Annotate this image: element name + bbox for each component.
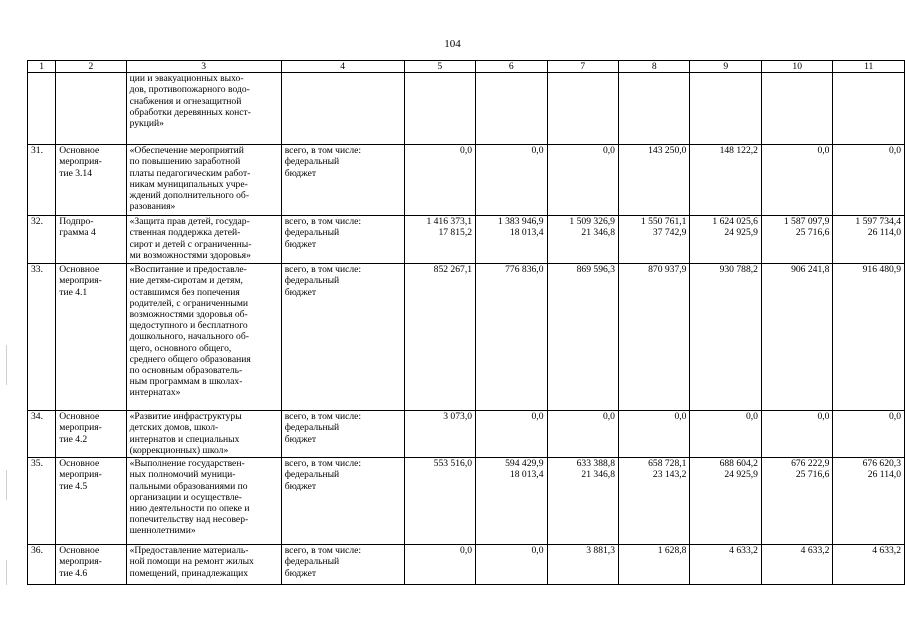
item-description (126, 216, 281, 264)
cell-line: ным программам в школах- (129, 376, 243, 388)
cell-line (693, 556, 757, 567)
year-value (404, 264, 475, 411)
year-value (833, 458, 905, 545)
item-description (126, 545, 281, 585)
cell-line: федеральный (284, 422, 340, 434)
row-number: 32. (28, 216, 56, 264)
year-value (404, 411, 475, 458)
cell-line: «Предоставление материаль- (129, 545, 249, 557)
cell-line: 0,0 (460, 545, 473, 557)
year-value (547, 458, 618, 545)
cell-line: Подпро- (59, 216, 94, 228)
cell-line: ждений дополнительного об- (129, 190, 250, 202)
cell-line: Основное (59, 411, 100, 423)
cell-line: 4 633,2 (800, 545, 830, 557)
year-value (618, 73, 689, 145)
year-value (476, 458, 547, 545)
year-value (690, 145, 761, 216)
year-value (476, 411, 547, 458)
year-value (690, 216, 761, 264)
cell-line: 852 267,1 (433, 264, 473, 276)
cell-line: 3 073,0 (443, 411, 473, 423)
cell-line: платы педагогическим работ- (129, 167, 251, 179)
item-description (126, 73, 281, 145)
cell-line (836, 156, 901, 167)
item-type (56, 73, 126, 145)
cell-line: 0,0 (889, 411, 901, 423)
cell-line: 870 937,9 (648, 264, 687, 276)
cell-line: мероприя- (59, 275, 102, 287)
year-value (547, 411, 618, 458)
cell-line: ние детям-сиротам и детям, (129, 275, 243, 287)
cell-line: щего, основного общего, (129, 342, 232, 354)
cell-line (836, 275, 901, 286)
row-number: 31. (28, 145, 56, 216)
row-number (28, 73, 56, 145)
cell-line (408, 156, 472, 167)
cell-line: 1 509 326,9 (569, 216, 615, 228)
cell-line (765, 422, 829, 433)
year-value (404, 458, 475, 545)
column-number: 6 (476, 61, 547, 73)
cell-line (693, 275, 757, 286)
cell-line: 0,0 (531, 411, 544, 423)
cell-line: 26 114,0 (867, 469, 901, 481)
year-value (833, 73, 905, 145)
cell-line: возможностями здоровья об- (129, 309, 248, 321)
year-value (404, 73, 475, 145)
cell-line (479, 156, 543, 167)
item-description (126, 264, 281, 411)
year-value (547, 73, 618, 145)
cell-line: интернатах» (129, 387, 181, 399)
cell-line: «Воспитание и предоставле- (129, 264, 247, 276)
cell-line: 676 222,9 (791, 458, 830, 470)
item-type (56, 411, 126, 458)
year-value (476, 264, 547, 411)
scan-artifact (6, 470, 7, 500)
cell-line: «Развитие инфраструктуры (129, 411, 242, 423)
cell-line: шеннолетними» (129, 525, 196, 537)
year-value (761, 145, 832, 216)
cell-line: 0,0 (817, 145, 830, 157)
cell-line (551, 275, 615, 286)
row-number: 36. (28, 545, 56, 585)
cell-line (836, 422, 901, 433)
year-value (476, 145, 547, 216)
cell-line: бюджет (284, 167, 317, 179)
cell-line: разования» (129, 201, 176, 213)
year-value (833, 216, 905, 264)
cell-line: «Защита прав детей, государ- (129, 216, 250, 228)
year-value (476, 216, 547, 264)
year-value (833, 411, 905, 458)
item-type (56, 545, 126, 585)
cell-line: сирот и детей с ограниченны- (129, 238, 252, 250)
cell-line: тие 4.2 (59, 433, 88, 445)
cell-line (622, 275, 686, 286)
year-value (404, 145, 475, 216)
column-number: 10 (761, 61, 832, 73)
year-value (690, 411, 761, 458)
budget-table (27, 60, 905, 585)
cell-line: (коррекционных) школ» (129, 444, 229, 456)
funding-source (281, 73, 404, 145)
cell-line: бюджет (284, 238, 317, 250)
cell-line (622, 556, 686, 567)
column-number: 1 (28, 61, 56, 73)
cell-line: Основное (59, 264, 100, 276)
cell-line: Основное (59, 458, 100, 470)
cell-line (479, 422, 543, 433)
cell-line: 0,0 (602, 411, 615, 423)
cell-line: по повышению заработной (129, 156, 241, 168)
year-value (547, 545, 618, 585)
cell-line: ных полномочий муници- (129, 469, 236, 481)
cell-line (693, 156, 757, 167)
cell-line: федеральный (284, 275, 340, 287)
cell-line: родителей, с ограниченными (129, 297, 249, 309)
cell-line: 776 836,0 (505, 264, 544, 276)
cell-line: 0,0 (531, 145, 544, 157)
cell-line: мероприя- (59, 556, 102, 568)
column-number: 3 (126, 61, 281, 73)
cell-line: 143 250,0 (648, 145, 687, 157)
column-number: 7 (547, 61, 618, 73)
funding-source (281, 216, 404, 264)
cell-line: 148 122,2 (719, 145, 758, 157)
cell-line: всего, в том числе: (284, 145, 362, 157)
cell-line: 24 925,9 (724, 227, 758, 239)
table-row (28, 264, 905, 411)
cell-line: мероприя- (59, 469, 102, 481)
year-value (761, 73, 832, 145)
cell-line: бюджет (284, 480, 317, 492)
item-description (126, 145, 281, 216)
cell-line: 25 716,6 (795, 227, 830, 239)
cell-line: 1 587 097,9 (783, 216, 830, 228)
year-value (618, 458, 689, 545)
cell-line: 25 716,6 (795, 469, 830, 481)
year-value (618, 216, 689, 264)
year-value (690, 73, 761, 145)
cell-line: 21 346,8 (581, 227, 615, 239)
cell-line: всего, в том числе: (284, 545, 362, 557)
year-value (833, 145, 905, 216)
year-value (833, 545, 905, 585)
cell-line: федеральный (284, 469, 340, 481)
cell-line: всего, в том числе: (284, 458, 362, 470)
cell-line: щедоступного и бесплатного (129, 320, 248, 332)
column-number: 4 (281, 61, 404, 73)
cell-line: 4 633,2 (729, 545, 758, 557)
column-number: 11 (833, 61, 905, 73)
table-row (28, 145, 905, 216)
cell-line: «Выполнение государствен- (129, 458, 245, 470)
cell-line: пальными образованиями по (129, 480, 248, 492)
cell-line (408, 556, 472, 567)
cell-line (622, 422, 686, 433)
item-type (56, 216, 126, 264)
cell-line (408, 469, 472, 480)
year-value (547, 216, 618, 264)
cell-line: всего, в том числе: (284, 216, 362, 228)
table-row (28, 545, 905, 585)
cell-line: 676 620,3 (862, 458, 901, 470)
cell-line: 594 429,9 (505, 458, 544, 470)
cell-line: 18 013,4 (509, 227, 544, 239)
cell-line: Основное (59, 145, 100, 157)
table-row (28, 411, 905, 458)
column-number: 5 (404, 61, 475, 73)
cell-line: никам муниципальных учре- (129, 178, 248, 190)
cell-line: 0,0 (460, 145, 473, 157)
column-number: 8 (618, 61, 689, 73)
cell-line: тие 4.6 (59, 567, 88, 579)
cell-line: 17 815,2 (438, 227, 473, 239)
cell-line: 23 143,2 (652, 469, 687, 481)
cell-line: тие 4.1 (59, 286, 88, 298)
funding-source (281, 545, 404, 585)
year-value (404, 216, 475, 264)
row-number: 33. (28, 264, 56, 411)
year-value (618, 264, 689, 411)
cell-line: снабжения и огнезащитной (129, 95, 242, 107)
cell-line: бюджет (284, 433, 317, 445)
cell-line: 1 597 734,4 (855, 216, 901, 228)
cell-line (551, 556, 615, 567)
year-value (761, 411, 832, 458)
cell-line: 930 788,2 (719, 264, 758, 276)
cell-line: 24 925,9 (724, 469, 758, 481)
funding-source (281, 264, 404, 411)
cell-line: рукций» (129, 118, 164, 130)
year-value (404, 545, 475, 585)
cell-line: тие 4.5 (59, 480, 88, 492)
cell-line: 37 742,9 (652, 227, 687, 239)
cell-line: 916 480,9 (862, 264, 901, 276)
cell-line: дошкольного, начального об- (129, 331, 249, 343)
cell-line: всего, в том числе: (284, 411, 362, 423)
cell-line: тие 3.14 (59, 167, 93, 179)
year-value (761, 458, 832, 545)
item-description (126, 458, 281, 545)
cell-line: 0,0 (745, 411, 758, 423)
funding-source (281, 145, 404, 216)
scan-artifact (6, 345, 7, 385)
page-number: 104 (444, 38, 461, 50)
cell-line: 21 346,8 (581, 469, 615, 481)
cell-line: ми возможностями здоровья» (129, 249, 251, 261)
cell-line: 633 388,8 (576, 458, 615, 470)
cell-line (479, 556, 543, 567)
cell-line: 4 633,2 (872, 545, 901, 557)
cell-line: 553 516,0 (433, 458, 473, 470)
cell-line: 0,0 (817, 411, 830, 423)
column-number-row (28, 61, 905, 73)
year-value (690, 545, 761, 585)
year-value (476, 545, 547, 585)
cell-line: 1 624 025,6 (712, 216, 758, 228)
year-value (761, 216, 832, 264)
cell-line: обработки деревянных конст- (129, 106, 251, 118)
cell-line: оставшимся без попечения (129, 286, 240, 298)
cell-line: 906 241,8 (791, 264, 830, 276)
year-value (618, 411, 689, 458)
row-number: 35. (28, 458, 56, 545)
cell-line: ции и эвакуационных выхо- (129, 73, 244, 85)
cell-line: попечительству над несовер- (129, 514, 249, 526)
table-row (28, 73, 905, 145)
cell-line: федеральный (284, 556, 340, 568)
cell-line: нию деятельности по опеке и (129, 503, 250, 515)
cell-line (693, 422, 757, 433)
cell-line (551, 156, 615, 167)
cell-line: мероприя- (59, 422, 102, 434)
cell-line: среднего общего образования (129, 353, 251, 365)
cell-line: федеральный (284, 227, 340, 239)
cell-line (408, 422, 472, 433)
cell-line: по основным образователь- (129, 365, 243, 377)
year-value (618, 145, 689, 216)
cell-line: 658 728,1 (648, 458, 687, 470)
scan-artifact (6, 560, 7, 585)
item-type (56, 264, 126, 411)
cell-line: бюджет (284, 286, 317, 298)
cell-line (765, 556, 829, 567)
cell-line: бюджет (284, 567, 317, 579)
cell-line: 0,0 (674, 411, 687, 423)
year-value (547, 145, 618, 216)
item-type (56, 145, 126, 216)
cell-line: 26 114,0 (867, 227, 901, 239)
year-value (690, 264, 761, 411)
cell-line: 0,0 (889, 145, 901, 157)
cell-line: организации и осуществле- (129, 491, 242, 503)
table-row (28, 458, 905, 545)
cell-line: 1 383 946,9 (497, 216, 544, 228)
column-number: 2 (56, 61, 126, 73)
cell-line: помещений, принадлежащих (129, 567, 249, 579)
cell-line: «Обеспечение мероприятий (129, 145, 244, 157)
funding-source (281, 411, 404, 458)
cell-line: 0,0 (602, 145, 615, 157)
cell-line: 1 628,8 (657, 545, 687, 557)
cell-line: 869 596,3 (576, 264, 615, 276)
cell-line (765, 156, 829, 167)
row-number: 34. (28, 411, 56, 458)
cell-line: ственная поддержка детей- (129, 227, 241, 239)
cell-line (479, 275, 543, 286)
cell-line: дов, противопожарного водо- (129, 84, 250, 96)
cell-line: 1 416 373,1 (426, 216, 473, 228)
cell-line: 0,0 (531, 545, 544, 557)
cell-line: 3 881,3 (586, 545, 615, 557)
cell-line: федеральный (284, 156, 340, 168)
year-value (761, 545, 832, 585)
item-description (126, 411, 281, 458)
year-value (618, 545, 689, 585)
cell-line: ной помощи на ремонт жилых (129, 556, 254, 568)
cell-line: детских домов, школ- (129, 422, 219, 434)
cell-line: 688 604,2 (719, 458, 758, 470)
year-value (690, 458, 761, 545)
cell-line: 1 550 761,1 (640, 216, 687, 228)
cell-line: интернатов и специальных (129, 433, 240, 445)
cell-line: всего, в том числе: (284, 264, 362, 276)
year-value (547, 264, 618, 411)
cell-line: 18 013,4 (509, 469, 544, 481)
cell-line (408, 275, 472, 286)
year-value (833, 264, 905, 411)
cell-line: Основное (59, 545, 100, 557)
cell-line (836, 556, 901, 567)
funding-source (281, 458, 404, 545)
column-number: 9 (690, 61, 761, 73)
cell-line (551, 422, 615, 433)
cell-line (622, 156, 686, 167)
year-value (761, 264, 832, 411)
year-value (476, 73, 547, 145)
table-row (28, 216, 905, 264)
item-type (56, 458, 126, 545)
cell-line: мероприя- (59, 156, 102, 168)
cell-line (765, 275, 829, 286)
cell-line: грамма 4 (59, 227, 96, 239)
